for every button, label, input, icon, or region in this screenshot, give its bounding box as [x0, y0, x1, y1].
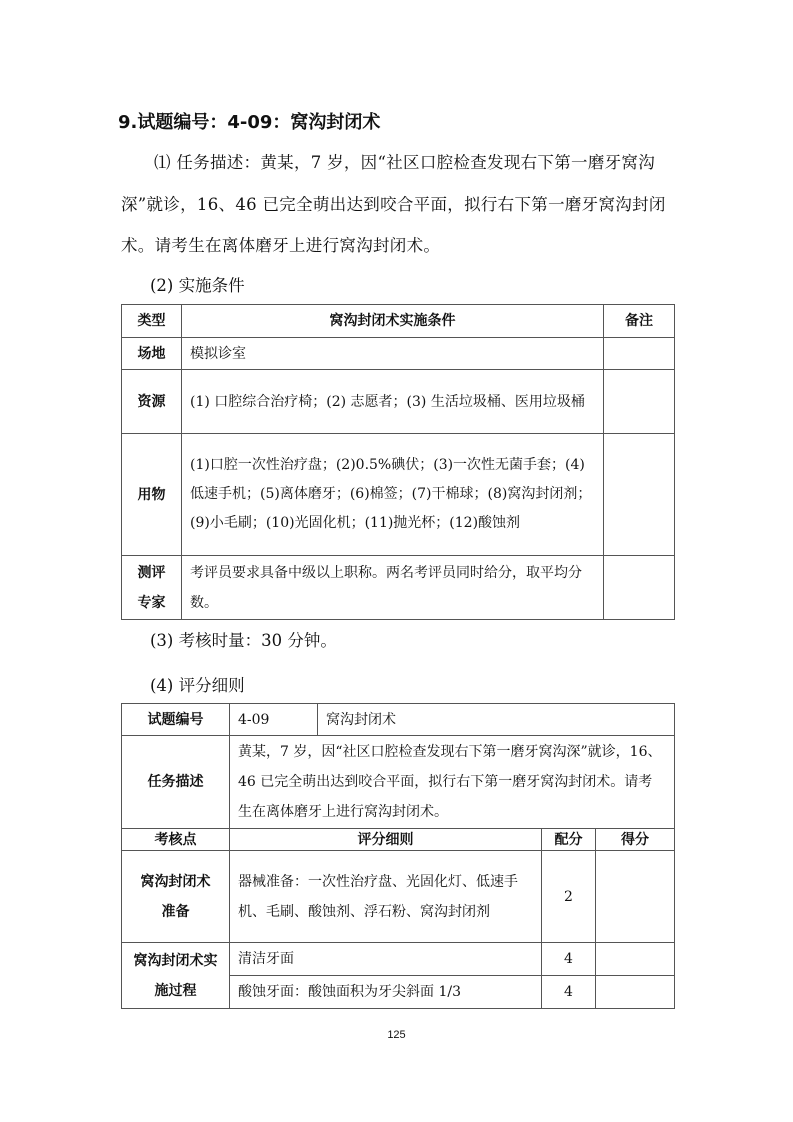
header-note: 备注 [604, 305, 675, 338]
row-content: (1)口腔一次性治疗盘；(2)0.5%碘伏；(3)一次性无菌手套；(4)低速手机；(5)离体磨牙；(6)棉签；(7)干棉球；(8)窝沟封闭剂；(9)小毛刷；(10)光固化机；(11)抛光杯；(12)酸蚀剂 [182, 434, 604, 556]
header-detail: 评分细则 [230, 829, 542, 851]
row-got [596, 943, 675, 976]
row-note [604, 370, 675, 434]
task-text: 黄某，7 岁，因“社区口腔检查发现右下第一磨牙窝沟深”就诊，16、46 已完全萌出达到咬合平面，拟行右下第一磨牙窝沟封闭术。请考生在离体磨牙上进行窝沟封闭术。 [230, 736, 675, 829]
section-scoring-rules: (4) 评分细则 [150, 676, 245, 695]
row-type: 场地 [122, 338, 182, 370]
header-score: 配分 [542, 829, 596, 851]
id-label: 试题编号 [122, 704, 230, 736]
row-note [604, 434, 675, 556]
row-detail: 酸蚀牙面：酸蚀面积为牙尖斜面 1/3 [230, 976, 542, 1009]
row-got [596, 851, 675, 943]
conditions-table [121, 304, 675, 620]
scoring-table [121, 703, 675, 1009]
row-detail: 器械准备：一次性治疗盘、光固化灯、低速手机、毛刷、酸蚀剂、浮石粉、窝沟封闭剂 [230, 851, 542, 943]
header-type: 类型 [122, 305, 182, 338]
row-got [596, 976, 675, 1009]
header-got: 得分 [596, 829, 675, 851]
table-row [122, 556, 675, 620]
task-description: ⑴ 任务描述：黄某，7 岁，因“社区口腔检查发现右下第一磨牙窝沟深”就诊，16、46 已完全萌出达到咬合平面，拟行右下第一磨牙窝沟封闭术。请考生在离体磨牙上进行窝沟封闭术。 [121, 153, 666, 255]
id-value: 4-09 [230, 704, 318, 736]
section-exam-time: (3) 考核时量：30 分钟。 [150, 631, 337, 650]
row-detail: 清洁牙面 [230, 943, 542, 976]
row-score: 4 [542, 943, 596, 976]
row-content: (1) 口腔综合治疗椅；(2) 志愿者；(3) 生活垃圾桶、医用垃圾桶 [182, 370, 604, 434]
row-score: 4 [542, 976, 596, 1009]
row-content: 模拟诊室 [182, 338, 604, 370]
task-label: 任务描述 [122, 736, 230, 829]
table-row [122, 370, 675, 434]
table-row [122, 851, 675, 943]
row-type: 用物 [122, 434, 182, 556]
row-point: 窝沟封闭术实施过程 [122, 943, 230, 1009]
row-note [604, 338, 675, 370]
row-note [604, 556, 675, 620]
header-point: 考核点 [122, 829, 230, 851]
table-row [122, 943, 675, 976]
page-number: 125 [387, 1029, 406, 1041]
table-row [122, 338, 675, 370]
row-point: 窝沟封闭术准备 [122, 851, 230, 943]
row-score: 2 [542, 851, 596, 943]
section-implementation-conditions: (2) 实施条件 [150, 276, 245, 295]
page-title: 9.试题编号：4-09：窝沟封闭术 [118, 112, 381, 133]
row-type: 资源 [122, 370, 182, 434]
row-content: 考评员要求具备中级以上职称。两名考评员同时给分，取平均分数。 [182, 556, 604, 620]
table-row [122, 434, 675, 556]
header-conditions: 窝沟封闭术实施条件 [182, 305, 604, 338]
id-name: 窝沟封闭术 [318, 704, 675, 736]
row-type: 测评专家 [122, 556, 182, 620]
